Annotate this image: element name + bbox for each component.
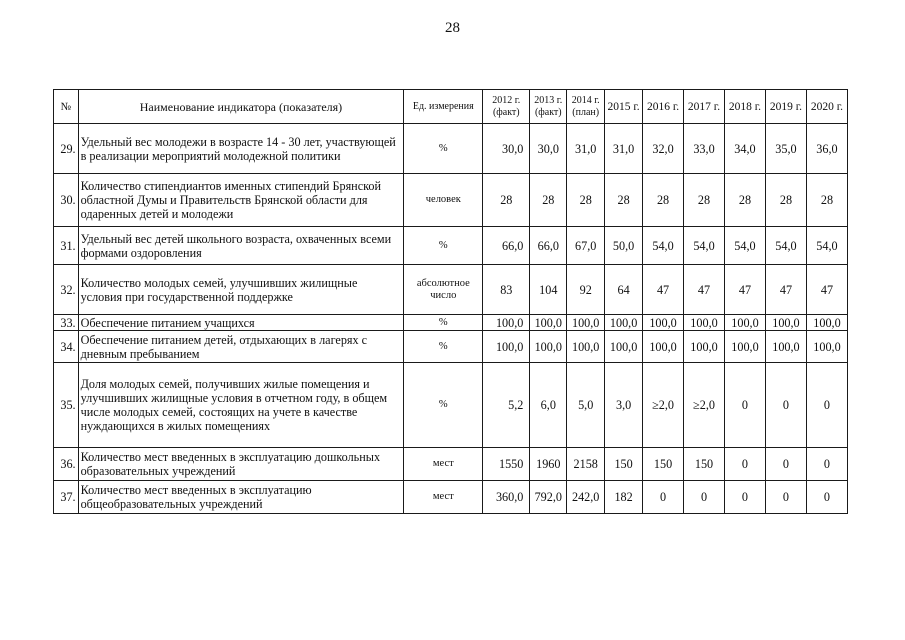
unit-cell: % [404, 331, 483, 363]
value-cell: 32,0 [643, 124, 684, 174]
indicators-table [53, 89, 848, 514]
row-number: 37. [54, 481, 79, 514]
value-cell: 104 [530, 265, 567, 315]
value-cell: 100,0 [643, 315, 684, 331]
value-cell: 50,0 [605, 227, 643, 265]
value-cell: 100,0 [483, 331, 530, 363]
value-cell: 100,0 [684, 315, 725, 331]
indicator-name: Удельный вес молодежи в возрасте 14 - 30 лет, участвующей в реализации мероприятий молодежной политики [78, 124, 404, 174]
value-cell: 33,0 [684, 124, 725, 174]
value-cell: 30,0 [483, 124, 530, 174]
value-cell: 150 [643, 448, 684, 481]
value-cell: 30,0 [530, 124, 567, 174]
value-cell: 64 [605, 265, 643, 315]
unit-cell: % [404, 227, 483, 265]
value-cell: 28 [765, 174, 806, 227]
value-cell: 54,0 [643, 227, 684, 265]
header-name: Наименование индикатора (показателя) [78, 90, 404, 124]
value-cell: 0 [765, 481, 806, 514]
value-cell: 66,0 [483, 227, 530, 265]
value-cell: 100,0 [643, 331, 684, 363]
value-cell: 36,0 [806, 124, 847, 174]
header-year: 2019 г. [765, 90, 806, 124]
value-cell: 100,0 [605, 331, 643, 363]
value-cell: 2158 [567, 448, 605, 481]
value-cell: 100,0 [567, 331, 605, 363]
value-cell: 100,0 [530, 315, 567, 331]
indicator-name: Обеспечение питанием детей, отдыхающих в лагерях с дневным пребыванием [78, 331, 404, 363]
unit-cell: человек [404, 174, 483, 227]
row-number: 32. [54, 265, 79, 315]
value-cell: 5,2 [483, 363, 530, 448]
value-cell: 28 [684, 174, 725, 227]
row-number: 36. [54, 448, 79, 481]
table-row [54, 124, 848, 174]
unit-cell: мест [404, 448, 483, 481]
value-cell: 47 [765, 265, 806, 315]
value-cell: 150 [605, 448, 643, 481]
value-cell: 100,0 [765, 315, 806, 331]
header-year: 2014 г. (план) [567, 90, 605, 124]
value-cell: 0 [684, 481, 725, 514]
table-row [54, 481, 848, 514]
value-cell: 242,0 [567, 481, 605, 514]
unit-cell: % [404, 315, 483, 331]
value-cell: 100,0 [765, 331, 806, 363]
header-row [54, 90, 848, 124]
value-cell: 792,0 [530, 481, 567, 514]
value-cell: 67,0 [567, 227, 605, 265]
value-cell: 0 [806, 448, 847, 481]
header-unit: Ед. измерения [404, 90, 483, 124]
value-cell: 28 [643, 174, 684, 227]
row-number: 34. [54, 331, 79, 363]
value-cell: 100,0 [483, 315, 530, 331]
value-cell: 31,0 [605, 124, 643, 174]
value-cell: 1960 [530, 448, 567, 481]
value-cell: 0 [724, 448, 765, 481]
indicator-name: Количество мест введенных в эксплуатацию дошкольных образовательных учреждений [78, 448, 404, 481]
value-cell: 54,0 [684, 227, 725, 265]
value-cell: 54,0 [806, 227, 847, 265]
value-cell: 100,0 [684, 331, 725, 363]
header-year: 2013 г. (факт) [530, 90, 567, 124]
indicator-name: Доля молодых семей, получивших жилые помещения и улучшивших жилищные условия в отчетном году, в общем числе молодых семей, состоящих на учете в качестве нуждающихся в жилых помещениях [78, 363, 404, 448]
row-number: 33. [54, 315, 79, 331]
value-cell: 34,0 [724, 124, 765, 174]
value-cell: 100,0 [806, 331, 847, 363]
value-cell: 5,0 [567, 363, 605, 448]
value-cell: 31,0 [567, 124, 605, 174]
header-year: 2012 г. (факт) [483, 90, 530, 124]
value-cell: 0 [724, 481, 765, 514]
value-cell: 100,0 [806, 315, 847, 331]
value-cell: 0 [806, 481, 847, 514]
indicator-name: Количество мест введенных в эксплуатацию общеобразовательных учреждений [78, 481, 404, 514]
table-row [54, 265, 848, 315]
value-cell: 0 [643, 481, 684, 514]
value-cell: 100,0 [724, 331, 765, 363]
unit-cell: % [404, 363, 483, 448]
value-cell: 0 [765, 363, 806, 448]
value-cell: 47 [643, 265, 684, 315]
header-year: 2018 г. [724, 90, 765, 124]
row-number: 31. [54, 227, 79, 265]
value-cell: 28 [605, 174, 643, 227]
value-cell: 0 [765, 448, 806, 481]
value-cell: 3,0 [605, 363, 643, 448]
indicator-name: Количество молодых семей, улучшивших жилищные условия при государственной поддержке [78, 265, 404, 315]
table-row [54, 315, 848, 331]
page-number: 28 [445, 20, 460, 36]
value-cell: 83 [483, 265, 530, 315]
header-num: № [54, 90, 79, 124]
table-row [54, 174, 848, 227]
value-cell: ≥2,0 [643, 363, 684, 448]
value-cell: 47 [806, 265, 847, 315]
unit-cell: мест [404, 481, 483, 514]
value-cell: 150 [684, 448, 725, 481]
value-cell: 100,0 [605, 315, 643, 331]
value-cell: 100,0 [724, 315, 765, 331]
value-cell: 28 [806, 174, 847, 227]
value-cell: 47 [684, 265, 725, 315]
row-number: 29. [54, 124, 79, 174]
value-cell: 100,0 [530, 331, 567, 363]
value-cell: 54,0 [724, 227, 765, 265]
value-cell: ≥2,0 [684, 363, 725, 448]
value-cell: 100,0 [567, 315, 605, 331]
table-row [54, 227, 848, 265]
unit-cell: % [404, 124, 483, 174]
indicator-name: Удельный вес детей школьного возраста, охваченных всеми формами оздоровления [78, 227, 404, 265]
table-row [54, 448, 848, 481]
row-number: 35. [54, 363, 79, 448]
table-row [54, 331, 848, 363]
value-cell: 1550 [483, 448, 530, 481]
header-year: 2016 г. [643, 90, 684, 124]
value-cell: 6,0 [530, 363, 567, 448]
table-row [54, 363, 848, 448]
value-cell: 35,0 [765, 124, 806, 174]
header-year: 2015 г. [605, 90, 643, 124]
value-cell: 66,0 [530, 227, 567, 265]
header-year: 2017 г. [684, 90, 725, 124]
header-year: 2020 г. [806, 90, 847, 124]
value-cell: 182 [605, 481, 643, 514]
value-cell: 0 [806, 363, 847, 448]
row-number: 30. [54, 174, 79, 227]
indicator-name: Количество стипендиантов именных стипендий Брянской областной Думы и Правительств Брянской области для одаренных детей и молодежи [78, 174, 404, 227]
value-cell: 92 [567, 265, 605, 315]
value-cell: 360,0 [483, 481, 530, 514]
indicator-name: Обеспечение питанием учащихся [78, 315, 404, 331]
value-cell: 28 [567, 174, 605, 227]
unit-cell: абсолютное число [404, 265, 483, 315]
value-cell: 47 [724, 265, 765, 315]
value-cell: 54,0 [765, 227, 806, 265]
value-cell: 0 [724, 363, 765, 448]
value-cell: 28 [483, 174, 530, 227]
value-cell: 28 [724, 174, 765, 227]
value-cell: 28 [530, 174, 567, 227]
